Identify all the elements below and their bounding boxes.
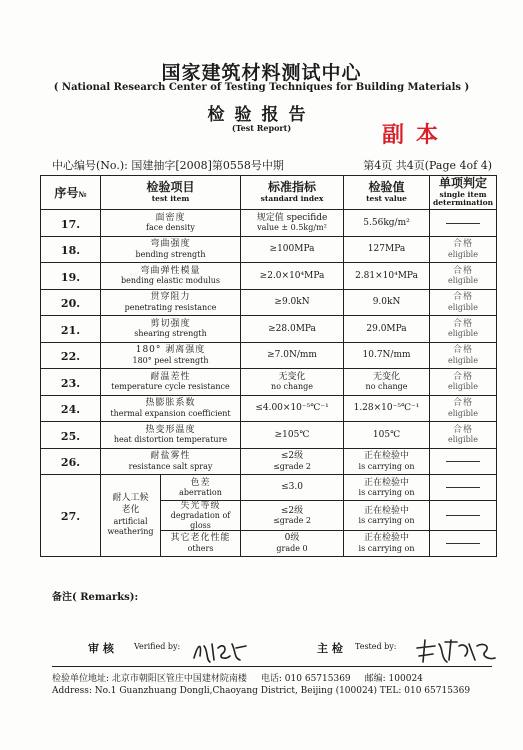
table-header-row <box>41 176 497 210</box>
row-number: 22. <box>41 342 101 369</box>
page-info: 第4页 共4页(Page 4of 4) <box>363 159 492 172</box>
standard-index-cell <box>241 475 344 501</box>
row-number: 25. <box>41 422 101 449</box>
test-value-en: no change <box>365 382 408 392</box>
table-row <box>41 316 497 343</box>
standard-index-en: ≤grade 2 <box>273 515 311 525</box>
standard-index-cell <box>241 263 344 290</box>
empty-dash <box>446 487 480 488</box>
determination-en: eligible <box>448 249 478 259</box>
table-row <box>41 395 497 422</box>
test-item-en: heat distortion temperature <box>113 435 228 445</box>
sub-item-en: aberration <box>179 488 222 498</box>
standard-index-cell <box>241 289 344 316</box>
standard-index-en: no change <box>271 382 313 392</box>
test-value-cn: 正在检验中 <box>364 505 410 516</box>
determination-en: eligible <box>448 302 478 312</box>
test-item-en: shearing strength <box>134 329 207 339</box>
standard-index-cn: ≥9.0kN <box>274 297 310 308</box>
table-row <box>41 210 497 237</box>
determination-cell <box>430 530 497 556</box>
table-row <box>41 448 497 475</box>
test-value-cell <box>344 475 430 501</box>
standard-index-en: value ± 0.5kg/m² <box>257 223 327 233</box>
weathering-sub-item-cell <box>161 530 241 556</box>
standard-index-cell <box>241 501 344 531</box>
test-value-en: is carrying on <box>358 515 415 525</box>
determination-en: eligible <box>448 408 478 418</box>
standard-index-cn: ≤3.0 <box>281 482 303 493</box>
report-title-cn: 检验报告 <box>207 105 316 125</box>
auditor-label-en: Verified by: <box>134 642 181 651</box>
empty-dash <box>446 461 480 462</box>
organization-name-cn: 国家建筑材料测试中心 <box>161 62 362 84</box>
determination-cn: 合格 <box>453 345 474 356</box>
determination-cell <box>430 316 497 343</box>
row-number: 21. <box>41 316 101 343</box>
test-value-en: is carrying on <box>358 543 415 553</box>
standard-index-cell <box>241 210 344 237</box>
test-value-cell <box>344 530 430 556</box>
sub-item-cn: 失光等级 <box>180 501 221 511</box>
test-value-en: is carrying on <box>358 461 415 471</box>
center-number: 中心编号(No.): 国建抽字[2008]第0558号中期 <box>52 159 284 172</box>
test-value-cell <box>344 395 430 422</box>
determination-cell <box>430 501 497 531</box>
test-item-cell <box>101 236 241 263</box>
test-value-cell <box>344 263 430 290</box>
table-row <box>41 289 497 316</box>
standard-index-cn: ≥2.0×10⁴MPa <box>259 270 325 281</box>
standard-index-cn: 无变化 <box>278 371 306 382</box>
standard-index-cell <box>241 395 344 422</box>
tester-label-en: Tested by: <box>355 642 397 651</box>
table-row <box>41 369 497 396</box>
test-value-cn: 正在检验中 <box>364 477 410 488</box>
standard-index-cell <box>241 236 344 263</box>
test-item-cn: 弯曲弹性模量 <box>140 265 201 276</box>
test-value-cn: 9.0kN <box>372 297 401 308</box>
row-number: 19. <box>41 263 101 290</box>
address-cn-postcode: 邮编: 100024 <box>364 674 423 684</box>
weathering-sub-item-cell <box>161 475 241 501</box>
test-value-cn: 10.7N/mm <box>362 350 411 361</box>
determination-en: eligible <box>448 435 478 445</box>
test-value-cell <box>344 448 430 475</box>
test-item-cell <box>101 369 241 396</box>
test-item-en: penetrating resistance <box>124 302 217 312</box>
table-row <box>41 236 497 263</box>
test-item-cell <box>101 448 241 475</box>
test-value-cell <box>344 422 430 449</box>
standard-index-cn: ≥100MPa <box>269 244 315 255</box>
sub-item-en: degradation of gloss <box>170 511 231 530</box>
row-number: 27. <box>41 475 101 557</box>
row-number: 20. <box>41 289 101 316</box>
report-meta <box>52 157 492 173</box>
row-number: 24. <box>41 395 101 422</box>
row-number: 17. <box>41 210 101 237</box>
footer-divider <box>52 666 492 667</box>
determination-cell <box>430 448 497 475</box>
tester-signature <box>413 636 498 666</box>
test-value-cn: 正在检验中 <box>364 451 410 462</box>
col-header-standard-index: 标准指标 standard index <box>241 176 344 210</box>
test-item-cn: 弯曲强度 <box>150 239 191 250</box>
sub-item-en: others <box>187 543 214 553</box>
test-item-cn: 耐温差性 <box>150 371 191 382</box>
remarks-label: 备注( Remarks): <box>52 592 139 603</box>
test-item-cell <box>101 422 241 449</box>
test-item-en: 180° peel strength <box>132 355 209 365</box>
determination-cn: 合格 <box>453 424 474 435</box>
row-number: 26. <box>41 448 101 475</box>
determination-cell <box>430 210 497 237</box>
standard-index-en: grade 0 <box>276 543 308 553</box>
address-cn-location: 检验单位地址: 北京市朝阳区管庄中国建材院南楼 <box>52 674 247 684</box>
test-item-cell <box>101 210 241 237</box>
determination-cn: 合格 <box>453 265 474 276</box>
standard-index-cn: ≤2级 <box>280 451 304 462</box>
test-item-cn: 面密度 <box>155 212 186 223</box>
test-item-en: temperature cycle resistance <box>111 382 230 392</box>
test-item-en: face density <box>146 223 195 233</box>
report-title-en: (Test Report) <box>231 123 292 133</box>
standard-index-cn: ≤4.00×10⁻⁵℃⁻¹ <box>255 403 329 414</box>
determination-cell <box>430 263 497 290</box>
determination-cell <box>430 422 497 449</box>
standard-index-cell <box>241 316 344 343</box>
test-item-cn: 耐盐雾性 <box>150 451 191 462</box>
standard-index-cell <box>241 448 344 475</box>
standard-index-cell <box>241 342 344 369</box>
standard-index-cn: ≥7.0N/mm <box>267 350 317 361</box>
test-value-cn: 127MPa <box>367 244 406 255</box>
sub-item-cn: 色差 <box>190 477 211 488</box>
auditor-label-cn: 审 核 <box>88 642 114 655</box>
determination-cell <box>430 395 497 422</box>
row-number: 18. <box>41 236 101 263</box>
standard-index-cell <box>241 422 344 449</box>
standard-index-cn: ≥28.0MPa <box>268 323 316 334</box>
determination-en: eligible <box>448 276 478 286</box>
test-item-en: bending elastic modulus <box>121 276 220 286</box>
table-row <box>41 422 497 449</box>
address-cn-phone: 电话: 010 65715369 <box>260 674 351 684</box>
test-item-en: bending strength <box>135 249 206 259</box>
table-row-weathering <box>41 475 497 501</box>
test-item-cell <box>101 289 241 316</box>
empty-dash <box>446 223 480 224</box>
test-item-cn: 180° 剥离强度 <box>135 345 206 356</box>
determination-cell <box>430 236 497 263</box>
test-item-cell <box>101 342 241 369</box>
standard-index-cn: ≥105℃ <box>274 429 310 440</box>
determination-en: eligible <box>448 329 478 339</box>
determination-cell <box>430 289 497 316</box>
standard-index-cell <box>241 369 344 396</box>
tester-label-cn: 主 检 <box>317 642 343 655</box>
address-cn <box>52 671 492 684</box>
determination-cell <box>430 369 497 396</box>
determination-cn: 合格 <box>453 318 474 329</box>
determination-cell <box>430 475 497 501</box>
test-value-cn: 105℃ <box>372 429 401 440</box>
test-item-cn: 剪切强度 <box>150 318 191 329</box>
standard-index-en: ≤grade 2 <box>273 461 311 471</box>
signature-row <box>0 636 523 666</box>
weathering-item-cell: 耐人工候 老化 artificial weathering <box>101 475 161 557</box>
standard-index-cell <box>241 530 344 556</box>
test-value-cn: 无变化 <box>373 371 401 382</box>
test-value-cn: 29.0MPa <box>366 323 407 334</box>
test-value-cn: 1.28×10⁻⁵℃⁻¹ <box>353 403 420 414</box>
test-value-cell <box>344 369 430 396</box>
copy-stamp: 副本 <box>382 122 451 148</box>
test-item-cell <box>101 395 241 422</box>
table-row <box>41 342 497 369</box>
sub-item-cn: 其它老化性能 <box>170 533 231 544</box>
determination-cn: 合格 <box>453 398 474 409</box>
test-value-cn: 2.81×10⁴MPa <box>355 270 418 281</box>
organization-name-en: ( National Research Center of Testing Techniques for Building Materials ) <box>53 82 470 93</box>
test-value-cell <box>344 501 430 531</box>
weathering-sub-item-cell <box>161 501 241 531</box>
row-number: 23. <box>41 369 101 396</box>
col-header-determination: 单项判定 single item determination <box>430 176 497 210</box>
empty-dash <box>446 515 480 516</box>
empty-dash <box>446 543 480 544</box>
auditor-signature <box>190 636 250 666</box>
test-item-cell <box>101 316 241 343</box>
test-results-table <box>40 175 497 557</box>
test-value-cell <box>344 236 430 263</box>
standard-index-cn: 0级 <box>284 533 300 544</box>
test-value-en: is carrying on <box>358 488 415 498</box>
address-en: Address: No.1 Guanzhuang Dongli,Chaoyang District, Beijing (100024) TEL: 010 65715369 <box>52 686 471 696</box>
table-row <box>41 263 497 290</box>
col-header-test-value: 检验值 test value <box>344 176 430 210</box>
col-header-test-item: 检验项目 test item <box>101 176 241 210</box>
determination-cn: 合格 <box>453 239 474 250</box>
test-item-cn: 热膨胀系数 <box>145 398 196 409</box>
standard-index-cn: ≤2级 <box>280 505 304 516</box>
test-value-cell <box>344 316 430 343</box>
test-value-cell <box>344 342 430 369</box>
determination-cn: 合格 <box>453 292 474 303</box>
test-item-cell <box>101 263 241 290</box>
determination-cn: 合格 <box>453 371 474 382</box>
test-value-cell <box>344 289 430 316</box>
test-value-cn: 5.56kg/m² <box>363 217 410 228</box>
test-item-cn: 贯穿阻力 <box>150 292 191 303</box>
col-header-number: 序号№ <box>41 176 101 210</box>
test-item-en: resistance salt spray <box>128 461 213 471</box>
standard-index-cn: 规定值 specifide <box>256 212 328 223</box>
test-value-cell <box>344 210 430 237</box>
determination-en: eligible <box>448 382 478 392</box>
test-value-cn: 正在检验中 <box>364 533 410 544</box>
determination-cell <box>430 342 497 369</box>
determination-en: eligible <box>448 355 478 365</box>
test-item-cn: 热变形温度 <box>145 424 196 435</box>
test-item-en: thermal expansion coefficient <box>110 408 231 418</box>
